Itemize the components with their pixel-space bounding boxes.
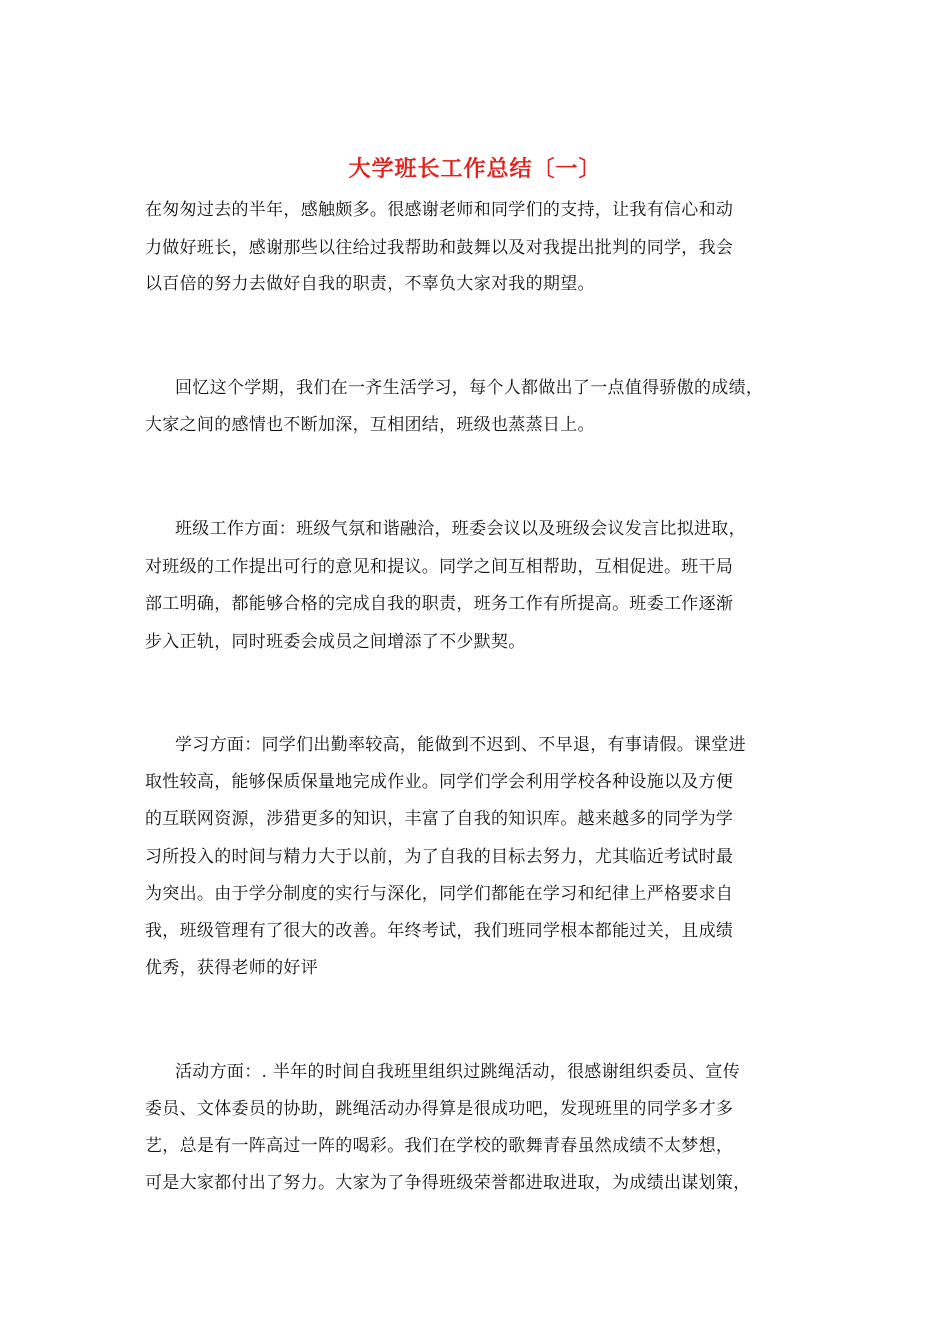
paragraph-2-line-2: 大家之间的感情也不断加深，互相团结，班级也蒸蒸日上。 [145,415,595,435]
document-title: 大学班长工作总结〔一〕 [348,156,602,182]
paragraph-4-line-1: 学习方面：同学们出勤率较高，能做到不迟到、不早退，有事请假。课堂进 [175,735,746,755]
paragraph-3-line-3: 部工明确，都能够合格的完成自我的职责，班务工作有所提高。班委工作逐渐 [145,594,734,614]
paragraph-5-line-3: 艺，总是有一阵高过一阵的喝彩。我们在学校的歌舞青春虽然成绩不太梦想， [145,1136,734,1156]
paragraph-5-line-1: 活动方面：. 半年的时间自我班里组织过跳绳活动，很感谢组织委员、宣传 [175,1062,741,1082]
paragraph-4-line-6: 我，班级管理有了很大的改善。年终考试，我们班同学根本都能过关，且成绩 [145,921,734,941]
paragraph-4-line-5: 为突出。由于学分制度的实行与深化，同学们都能在学习和纪律上严格要求自 [145,884,734,904]
paragraph-5-line-4: 可是大家都付出了努力。大家为了争得班级荣誉都进取进取，为成绩出谋划策， [145,1173,751,1193]
paragraph-4-line-7: 优秀，获得老师的好评 [145,958,318,978]
paragraph-4-line-4: 习所投入的时间与精力大于以前，为了自我的目标去努力，尤其临近考试时最 [145,847,734,867]
paragraph-1-line-2: 力做好班长，感谢那些以往给过我帮助和鼓舞以及对我提出批判的同学，我会 [145,238,734,258]
paragraph-5-line-2: 委员、文体委员的协助，跳绳活动办得算是很成功吧，发现班里的同学多才多 [145,1099,734,1119]
paragraph-4-line-3: 的互联网资源，涉猎更多的知识，丰富了自我的知识库。越来越多的同学为学 [145,809,734,829]
paragraph-3-line-4: 步入正轨，同时班委会成员之间增添了不少默契。 [145,632,526,652]
paragraph-3-line-2: 对班级的工作提出可行的意见和提议。同学之间互相帮助，互相促进。班干局 [145,557,734,577]
paragraph-4-line-2: 取性较高，能够保质保量地完成作业。同学们学会利用学校各种设施以及方便 [145,772,734,792]
paragraph-1-line-1: 在匆匆过去的半年，感触颇多。很感谢老师和同学们的支持，让我有信心和动 [145,200,734,220]
paragraph-3-line-1: 班级工作方面：班级气氛和谐融洽，班委会议以及班级会议发言比拟进取， [175,519,746,539]
paragraph-1-line-3: 以百倍的努力去做好自我的职责，不辜负大家对我的期望。 [145,274,595,294]
paragraph-2-line-1: 回忆这个学期，我们在一齐生活学习，每个人都做出了一点值得骄傲的成绩， [175,378,764,398]
